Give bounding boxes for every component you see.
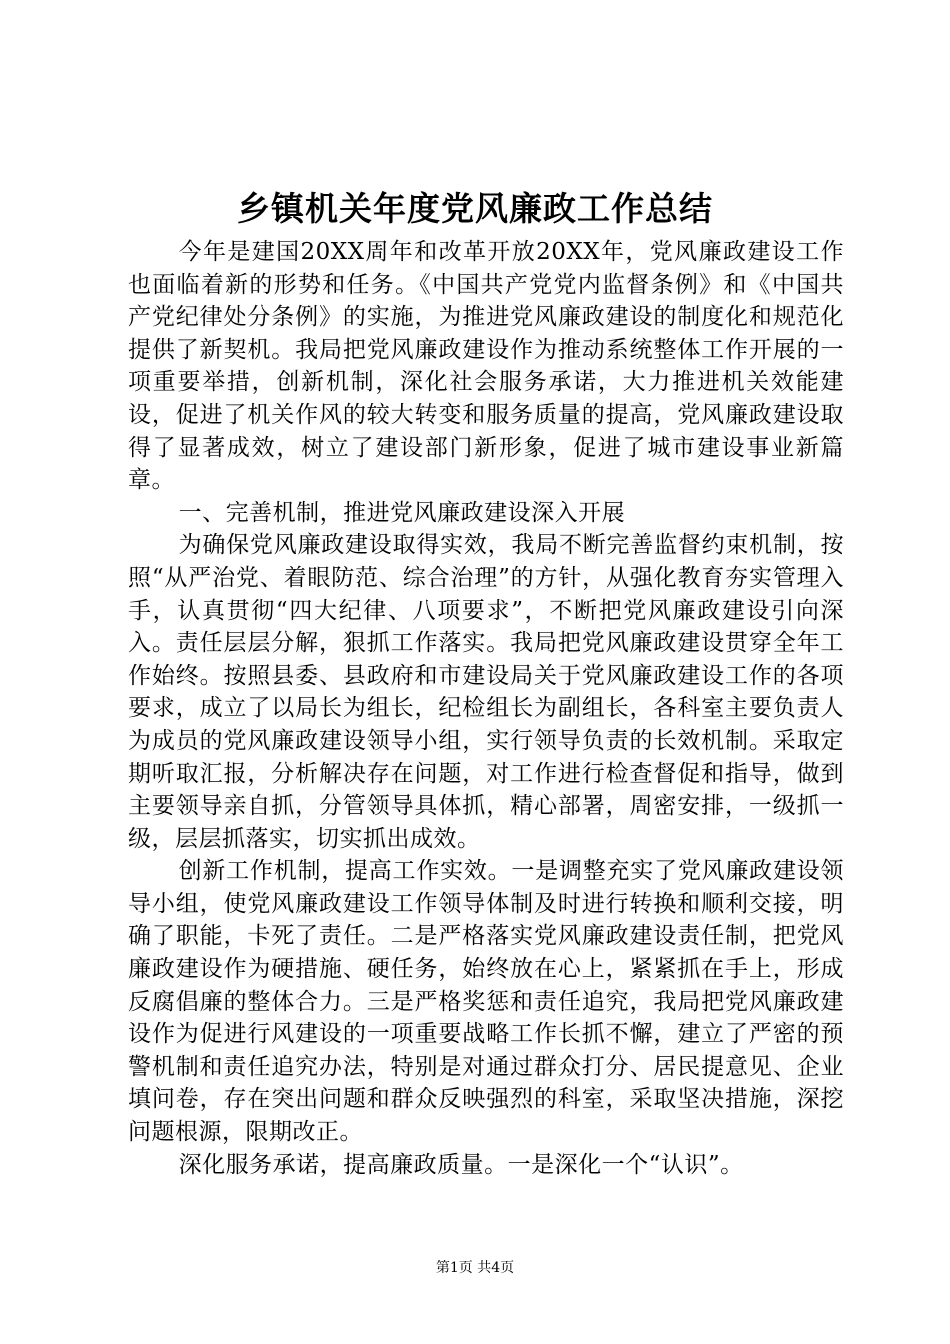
document-body xyxy=(128,236,844,1181)
paragraph-innovation: 创新工作机制，提高工作实效。一是调整充实了党风廉政建设领导小组，使党风廉政建设工作领导体制及时进行转换和顺利交接，明确了职能，卡死了责任。二是严格落实党风廉政建设责任制，把党风廉政建设作为硬措施、硬任务，始终放在心上，紧紧抓在手上，形成反腐倡廉的整体合力。三是严格奖惩和责任追究，我局把党风廉政建设作为促进行风建设的一项重要战略工作长抓不懈，建立了严密的预警机制和责任追究办法，特别是对通过群众打分、居民提意见、企业填问卷，存在突出问题和群众反映强烈的科室，采取坚决措施，深挖问题根源，限期改正。 xyxy=(128,858,844,1146)
page-number-footer: 第1页 共4页 xyxy=(435,1260,515,1276)
paragraph-mechanism: 为确保党风廉政建设取得实效，我局不断完善监督约束机制，按照“从严治党、着眼防范、综合治理”的方针，从强化教育夯实管理入手，认真贯彻“四大纪律、八项要求”，不断把党风廉政建设引向深入。责任层层分解，狠抓工作落实。我局把党风廉政建设贯穿全年工作始终。按照县委、县政府和市建设局关于党风廉政建设工作的各项要求，成立了以局长为组长，纪检组长为副组长，各科室主要负责人为成员的党风廉政建设领导小组，实行领导负责的长效机制。采取定期听取汇报，分析解决存在问题，对工作进行检查督促和指导，做到主要领导亲自抓，分管领导具体抓，精心部署，周密安排，一级抓一级，层层抓落实，切实抓出成效。 xyxy=(128,532,844,852)
document-title: 乡镇机关年度党风廉政工作总结 xyxy=(237,189,713,228)
paragraph-intro: 今年是建国20XX周年和改革开放20XX年，党风廉政建设工作也面临着新的形势和任务。《中国共产党党内监督条例》和《中国共产党纪律处分条例》的实施，为推进党风廉政建设的制度化和规范化提供了新契机。我局把党风廉政建设作为推动系统整体工作开展的一项重要举措，创新机制，深化社会服务承诺，大力推进机关效能建设，促进了机关作风的较大转变和服务质量的提高，党风廉政建设取得了显著成效，树立了建设部门新形象，促进了城市建设事业新篇章。 xyxy=(128,239,844,494)
paragraph-service: 深化服务承诺，提高廉政质量。一是深化一个“认识”。 xyxy=(178,1151,744,1178)
section-heading-1: 一、完善机制，推进党风廉政建设深入开展 xyxy=(178,499,626,526)
